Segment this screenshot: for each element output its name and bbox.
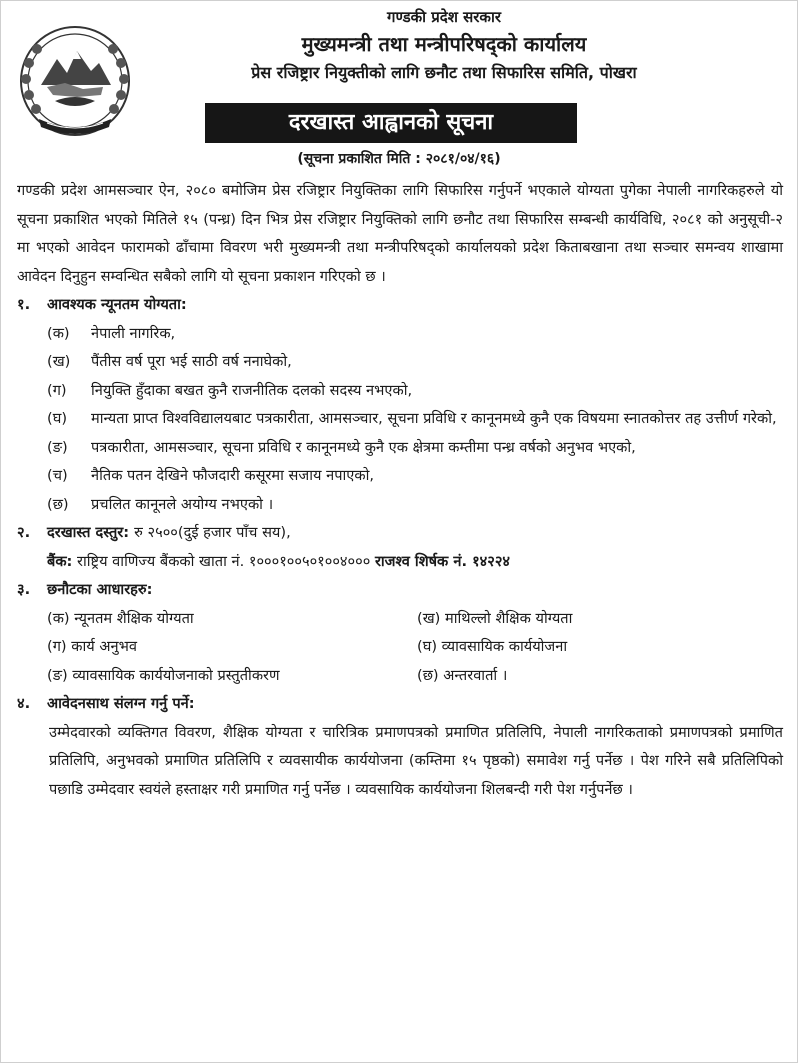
bank-details bbox=[17, 548, 783, 577]
item-text: मान्यता प्राप्त विश्वविद्यालयबाट पत्रकारीता, आमसञ्चार, सूचना प्रविधि र कानूनमध्ये कुनै एक विषयमा स्नातकोत्तर तह उत्तीर्ण गरेको, bbox=[91, 410, 777, 427]
section-heading-1 bbox=[17, 291, 783, 320]
fee-amount: रु २५००(दुई हजार पाँच सय), bbox=[134, 524, 291, 541]
criteria-item: (ख) माथिल्लो शैक्षिक योग्यता bbox=[417, 609, 573, 627]
item-label: (क) bbox=[47, 324, 70, 342]
criteria-item: (ग) कार्य अनुभव bbox=[47, 638, 137, 655]
government-name: गण्डकी प्रदेश सरकार bbox=[387, 8, 501, 26]
item-label: (घ) bbox=[47, 410, 68, 427]
section-heading-4 bbox=[17, 690, 783, 719]
item-label: (च) bbox=[47, 467, 68, 484]
section-title: आवश्यक न्यूनतम योग्यता: bbox=[47, 296, 187, 313]
office-name: मुख्यमन्त्री तथा मन्त्रीपरिषद्को कार्यालय bbox=[301, 32, 587, 56]
item-text: नेपाली नागरिक, bbox=[91, 324, 176, 342]
item-label: (ख) bbox=[47, 353, 71, 370]
list-item bbox=[17, 462, 783, 491]
section-number: १. bbox=[17, 296, 31, 313]
section-title bbox=[47, 519, 291, 548]
intro-paragraph: गण्डकी प्रदेश आमसञ्चार ऐन, २०८० बमोजिम प्रेस रजिष्ट्रार नियुक्तिका लागि सिफारिस गर्नुपर्ने भएकाले योग्यता पुगेका नेपाली नागरिकहरुले यो सूचना प्रकाशित भएको मितिले १५ (पन्ध्र) दिन भित्र प्रेस रजिष्ट्रार नियुक्तिको लागि छनौट तथा सिफारिस सम्बन्धी कार्यविधि, २०८१ को अनुसूची-२ मा भएको आवेदन फारामको ढाँचामा विवरण भरी मुख्यमन्त्री तथा मन्त्रीपरिषद्को कार्यालयको प्रदेश किताबखाना तथा सञ्चार समन्वय शाखामा आवेदन दिनुहुन सम्वन्धित सबैको लागि यो सूचना प्रकाशन गरिएको छ । bbox=[17, 182, 783, 285]
bank-label: बैंक: bbox=[47, 552, 73, 570]
section-title: छनौटका आधारहरु: bbox=[47, 581, 153, 598]
bank-account: राष्ट्रिय वाणिज्य बैंकको खाता नं. १०००१००५०१००४००० bbox=[77, 552, 371, 570]
item-text: नैतिक पतन देखिने फौजदारी कसूरमा सजाय नपाएको, bbox=[91, 467, 375, 484]
published-date: (सूचना प्रकाशित मिति : २०८१/०४/१६) bbox=[297, 151, 501, 167]
item-text: पत्रकारीता, आमसञ्चार, सूचना प्रविधि र कानूनमध्ये कुनै एक क्षेत्रमा कम्तीमा पन्ध्र वर्षको अनुभव भएको, bbox=[91, 438, 636, 456]
government-emblem-icon bbox=[17, 23, 133, 139]
section-heading-2 bbox=[17, 519, 783, 548]
item-label: (छ) bbox=[47, 495, 69, 513]
list-item bbox=[17, 434, 783, 463]
item-text: नियुक्ति हुँदाका बखत कुनै राजनीतिक दलको सदस्य नभएको, bbox=[91, 381, 413, 399]
item-text: पैंतीस वर्ष पूरा भई साठी वर्ष ननाघेको, bbox=[91, 353, 292, 370]
selection-criteria bbox=[17, 605, 783, 691]
list-item bbox=[17, 491, 783, 520]
list-item bbox=[17, 348, 783, 377]
list-item bbox=[17, 320, 783, 349]
section-title: आवेदनसाथ संलग्न गर्नु पर्ने: bbox=[47, 695, 195, 712]
criteria-item: (क) न्यूनतम शैक्षिक योग्यता bbox=[47, 609, 194, 627]
notice-title: दरखास्त आह्वानको सूचना bbox=[205, 103, 577, 143]
criteria-item: (घ) व्यावसायिक कार्ययोजना bbox=[417, 638, 568, 655]
attachments-paragraph: उम्मेदवारको व्यक्तिगत विवरण, शैक्षिक योग्यता र चारित्रिक प्रमाणपत्रको प्रमाणित प्रतिलिपि, नेपाली नागरिकताको प्रमाणपत्रको प्रमाणित प्रतिलिपि, अनुभवको प्रमाणित प्रतिलिपि र व्यवसायीक कार्ययोजना (कम्तिमा १५ पृष्ठको) समावेश गर्नु पर्नेछ । पेश गरिने सबै प्रतिलिपिको पछाडि उम्मेदवार स्वयंले हस्ताक्षर गरी प्रमाणित गर्नु पर्नेछ । व्यवसायिक कार्ययोजना शिलबन्दी गरी पेश गर्नुपर्नेछ । bbox=[49, 723, 783, 798]
item-label: (ङ) bbox=[47, 438, 68, 456]
item-text: प्रचलित कानूनले अयोग्य नभएको । bbox=[91, 495, 274, 513]
section-number: २. bbox=[17, 524, 31, 541]
committee-name: प्रेस रजिष्ट्रार नियुक्तीको लागि छनौट तथा सिफारिस समिति, पोखरा bbox=[251, 63, 637, 82]
section-number: ४. bbox=[17, 695, 31, 712]
section-number: ३. bbox=[17, 581, 31, 598]
notice-body bbox=[17, 177, 783, 804]
fee-title: दरखास्त दस्तुर: bbox=[47, 524, 130, 541]
criteria-item: (छ) अन्तरवार्ता । bbox=[417, 666, 508, 684]
revenue-heading: राजश्व शिर्षक नं. १४२२४ bbox=[374, 552, 511, 570]
criteria-item: (ङ) व्यावसायिक कार्ययोजनाको प्रस्तुतीकरण bbox=[47, 666, 280, 684]
list-item bbox=[17, 377, 783, 406]
item-label: (ग) bbox=[47, 381, 67, 399]
list-item bbox=[17, 405, 783, 434]
section-heading-3 bbox=[17, 576, 783, 605]
letterhead bbox=[131, 5, 757, 87]
